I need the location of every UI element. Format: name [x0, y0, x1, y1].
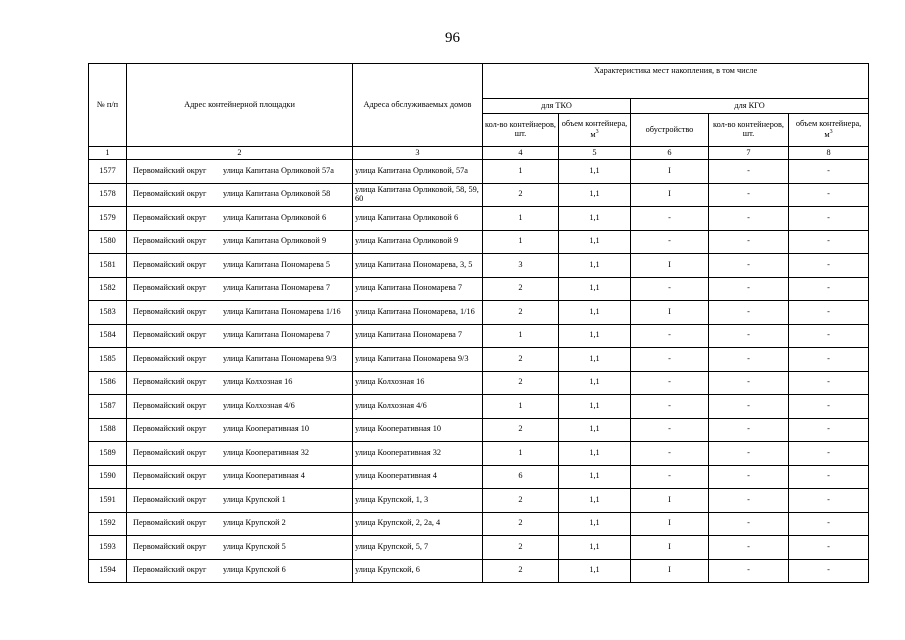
street-address: улица Крупской 6: [223, 565, 286, 575]
row-number: 1585: [89, 348, 127, 372]
kgo-container-count: -: [709, 254, 789, 278]
served-houses: улица Крупской, 6: [353, 559, 483, 583]
tko-container-volume: 1,1: [559, 395, 631, 419]
street-address: улица Крупской 2: [223, 518, 286, 528]
tko-container-count: 1: [483, 442, 559, 466]
district-name: Первомайский округ: [133, 353, 207, 363]
street-address: улица Колхозная 4/6: [223, 400, 295, 410]
kgo-container-count: -: [709, 348, 789, 372]
kgo-container-count: -: [709, 371, 789, 395]
tko-container-count: 1: [483, 230, 559, 254]
table-row: [89, 418, 869, 442]
kgo-container-volume: -: [789, 536, 869, 560]
kgo-container-count: -: [709, 442, 789, 466]
kgo-setup: -: [631, 207, 709, 231]
table-row: [89, 301, 869, 325]
kgo-container-volume: -: [789, 230, 869, 254]
row-number: 1578: [89, 183, 127, 207]
site-address: [127, 160, 353, 184]
tko-container-count: 2: [483, 348, 559, 372]
kgo-setup: I: [631, 536, 709, 560]
column-number: 1: [89, 147, 127, 160]
street-address: улица Капитана Орликовой 6: [223, 212, 327, 222]
row-number: 1584: [89, 324, 127, 348]
kgo-setup: -: [631, 395, 709, 419]
row-number: 1586: [89, 371, 127, 395]
kgo-setup: I: [631, 160, 709, 184]
column-number: 6: [631, 147, 709, 160]
kgo-container-volume: -: [789, 465, 869, 489]
kgo-container-volume: -: [789, 301, 869, 325]
row-number: 1591: [89, 489, 127, 513]
tko-container-count: 2: [483, 277, 559, 301]
tko-container-volume: 1,1: [559, 418, 631, 442]
site-address: [127, 559, 353, 583]
kgo-container-count: -: [709, 207, 789, 231]
kgo-setup: -: [631, 418, 709, 442]
table-row: [89, 324, 869, 348]
tko-container-count: 2: [483, 512, 559, 536]
tko-container-count: 1: [483, 160, 559, 184]
kgo-container-count: -: [709, 559, 789, 583]
kgo-setup: I: [631, 183, 709, 207]
column-number: 5: [559, 147, 631, 160]
street-address: улица Капитана Пономарева 5: [223, 259, 331, 269]
district-name: Первомайский округ: [133, 283, 207, 293]
kgo-container-volume: -: [789, 418, 869, 442]
column-number: 3: [353, 147, 483, 160]
table-row: [89, 277, 869, 301]
district-name: Первомайский округ: [133, 306, 207, 316]
table-row: [89, 536, 869, 560]
kgo-container-volume: -: [789, 160, 869, 184]
site-address: [127, 183, 353, 207]
served-houses: улица Крупской, 1, 3: [353, 489, 483, 513]
header-served: Адреса обслуживаемых домов: [353, 64, 483, 147]
street-address: улица Капитана Орликовой 9: [223, 236, 327, 246]
site-address: [127, 536, 353, 560]
tko-container-count: 1: [483, 324, 559, 348]
served-houses: улица Капитана Пономарева 9/3: [353, 348, 483, 372]
served-houses: улица Капитана Орликовой, 58, 59, 60: [353, 183, 483, 207]
tko-container-volume: 1,1: [559, 512, 631, 536]
district-name: Первомайский округ: [133, 400, 207, 410]
kgo-container-volume: -: [789, 183, 869, 207]
district-name: Первомайский округ: [133, 377, 207, 387]
served-houses: улица Капитана Пономарева 7: [353, 277, 483, 301]
street-address: улица Кооперативная 10: [223, 424, 310, 434]
district-name: Первомайский округ: [133, 471, 207, 481]
kgo-container-count: -: [709, 160, 789, 184]
district-name: Первомайский округ: [133, 330, 207, 340]
kgo-container-count: -: [709, 418, 789, 442]
tko-container-count: 3: [483, 254, 559, 278]
kgo-setup: I: [631, 254, 709, 278]
site-address: [127, 489, 353, 513]
tko-container-volume: 1,1: [559, 207, 631, 231]
table-row: [89, 559, 869, 583]
site-address: [127, 301, 353, 325]
tko-container-volume: 1,1: [559, 536, 631, 560]
served-houses: улица Крупской, 2, 2а, 4: [353, 512, 483, 536]
table-row: [89, 348, 869, 372]
table-row: [89, 489, 869, 513]
kgo-container-volume: -: [789, 277, 869, 301]
table-row: [89, 371, 869, 395]
table-row: [89, 254, 869, 278]
site-address: [127, 348, 353, 372]
row-number: 1582: [89, 277, 127, 301]
kgo-container-count: -: [709, 465, 789, 489]
district-name: Первомайский округ: [133, 424, 207, 434]
kgo-container-count: -: [709, 183, 789, 207]
row-number: 1590: [89, 465, 127, 489]
table-row: [89, 207, 869, 231]
district-name: Первомайский округ: [133, 541, 207, 551]
tko-container-count: 2: [483, 536, 559, 560]
tko-container-volume: 1,1: [559, 324, 631, 348]
site-address: [127, 465, 353, 489]
served-houses: улица Капитана Пономарева, 1/16: [353, 301, 483, 325]
column-number: 4: [483, 147, 559, 160]
header-num: № п/п: [89, 64, 127, 147]
kgo-setup: -: [631, 277, 709, 301]
served-houses: улица Капитана Орликовой 9: [353, 230, 483, 254]
tko-container-volume: 1,1: [559, 442, 631, 466]
tko-container-volume: 1,1: [559, 160, 631, 184]
kgo-setup: -: [631, 371, 709, 395]
street-address: улица Кооперативная 4: [223, 471, 305, 481]
row-number: 1577: [89, 160, 127, 184]
tko-container-volume: 1,1: [559, 348, 631, 372]
street-address: улица Капитана Пономарева 7: [223, 330, 331, 340]
header-tko: для ТКО: [483, 99, 631, 114]
tko-container-count: 2: [483, 489, 559, 513]
tko-container-count: 1: [483, 395, 559, 419]
table-row: [89, 395, 869, 419]
kgo-container-volume: -: [789, 207, 869, 231]
kgo-container-volume: -: [789, 348, 869, 372]
kgo-container-count: -: [709, 301, 789, 325]
district-name: Первомайский округ: [133, 494, 207, 504]
row-number: 1588: [89, 418, 127, 442]
header-address: Адрес контейнерной площадки: [127, 64, 353, 147]
kgo-container-volume: -: [789, 395, 869, 419]
street-address: улица Колхозная 16: [223, 377, 293, 387]
tko-container-count: 2: [483, 559, 559, 583]
tko-container-volume: 1,1: [559, 559, 631, 583]
kgo-container-volume: -: [789, 254, 869, 278]
district-name: Первомайский округ: [133, 212, 207, 222]
district-name: Первомайский округ: [133, 165, 207, 175]
site-address: [127, 442, 353, 466]
district-name: Первомайский округ: [133, 189, 207, 199]
kgo-setup: -: [631, 348, 709, 372]
street-address: улица Крупской 1: [223, 494, 286, 504]
site-address: [127, 277, 353, 301]
table-row: [89, 442, 869, 466]
street-address: улица Капитана Пономарева 7: [223, 283, 331, 293]
kgo-container-volume: -: [789, 442, 869, 466]
header-kgo: для КГО: [631, 99, 869, 114]
district-name: Первомайский округ: [133, 447, 207, 457]
table-row: [89, 160, 869, 184]
site-address: [127, 395, 353, 419]
row-number: 1579: [89, 207, 127, 231]
table-row: [89, 230, 869, 254]
site-address: [127, 207, 353, 231]
street-address: улица Капитана Пономарева 9/3: [223, 353, 337, 363]
street-address: улица Крупской 5: [223, 541, 286, 551]
site-address: [127, 324, 353, 348]
tko-container-volume: 1,1: [559, 465, 631, 489]
kgo-container-volume: -: [789, 489, 869, 513]
kgo-container-count: -: [709, 489, 789, 513]
kgo-container-count: -: [709, 536, 789, 560]
district-name: Первомайский округ: [133, 565, 207, 575]
site-address: [127, 230, 353, 254]
row-number: 1580: [89, 230, 127, 254]
served-houses: улица Колхозная 16: [353, 371, 483, 395]
row-number: 1587: [89, 395, 127, 419]
tko-container-count: 2: [483, 183, 559, 207]
kgo-container-count: -: [709, 324, 789, 348]
header-kgo-volume: объем контейнера, $м^3$: [789, 114, 869, 147]
tko-container-volume: 1,1: [559, 371, 631, 395]
header-tko-volume: объем контейнера, $м^3$: [559, 114, 631, 147]
row-number: 1592: [89, 512, 127, 536]
tko-container-volume: 1,1: [559, 277, 631, 301]
district-name: Первомайский округ: [133, 518, 207, 528]
tko-container-volume: 1,1: [559, 183, 631, 207]
street-address: улица Капитана Пономарева 1/16: [223, 306, 341, 316]
served-houses: улица Капитана Пономарева, 3, 5: [353, 254, 483, 278]
kgo-container-volume: -: [789, 324, 869, 348]
kgo-setup: -: [631, 324, 709, 348]
column-number: 8: [789, 147, 869, 160]
kgo-setup: I: [631, 301, 709, 325]
kgo-container-count: -: [709, 512, 789, 536]
kgo-container-count: -: [709, 230, 789, 254]
kgo-container-volume: -: [789, 371, 869, 395]
row-number: 1581: [89, 254, 127, 278]
table-row: [89, 512, 869, 536]
kgo-container-count: -: [709, 395, 789, 419]
kgo-setup: I: [631, 489, 709, 513]
served-houses: улица Капитана Орликовой, 57а: [353, 160, 483, 184]
table-row: [89, 465, 869, 489]
street-address: улица Капитана Орликовой 57а: [223, 165, 334, 175]
tko-container-volume: 1,1: [559, 301, 631, 325]
kgo-setup: I: [631, 559, 709, 583]
column-number: 7: [709, 147, 789, 160]
tko-container-count: 6: [483, 465, 559, 489]
kgo-setup: -: [631, 442, 709, 466]
served-houses: улица Капитана Пономарева 7: [353, 324, 483, 348]
page-number: 96: [445, 30, 460, 46]
kgo-container-volume: -: [789, 559, 869, 583]
header-kgo-count: кол-во контейнеров, шт.: [709, 114, 789, 147]
header-characteristic: Характеристика мест накопления, в том числе: [483, 64, 869, 99]
row-number: 1593: [89, 536, 127, 560]
header-tko-count: кол-во контейнеров, шт.: [483, 114, 559, 147]
table-row: [89, 183, 869, 207]
served-houses: улица Кооперативная 32: [353, 442, 483, 466]
row-number: 1589: [89, 442, 127, 466]
tko-container-volume: 1,1: [559, 489, 631, 513]
site-address: [127, 418, 353, 442]
kgo-container-count: -: [709, 277, 789, 301]
district-name: Первомайский округ: [133, 259, 207, 269]
district-name: Первомайский округ: [133, 236, 207, 246]
kgo-setup: -: [631, 230, 709, 254]
kgo-setup: -: [631, 465, 709, 489]
kgo-setup: I: [631, 512, 709, 536]
header-kgo-setup: обустройство: [631, 114, 709, 147]
site-address: [127, 371, 353, 395]
tko-container-volume: 1,1: [559, 230, 631, 254]
served-houses: улица Колхозная 4/6: [353, 395, 483, 419]
street-address: улица Кооперативная 32: [223, 447, 310, 457]
served-houses: улица Капитана Орликовой 6: [353, 207, 483, 231]
site-address: [127, 254, 353, 278]
row-number: 1594: [89, 559, 127, 583]
tko-container-volume: 1,1: [559, 254, 631, 278]
served-houses: улица Кооперативная 4: [353, 465, 483, 489]
table-body: [89, 160, 869, 583]
kgo-container-volume: -: [789, 512, 869, 536]
tko-container-count: 1: [483, 207, 559, 231]
tko-container-count: 2: [483, 301, 559, 325]
served-houses: улица Кооперативная 10: [353, 418, 483, 442]
served-houses: улица Крупской, 5, 7: [353, 536, 483, 560]
container-sites-table: [88, 63, 869, 583]
tko-container-count: 2: [483, 371, 559, 395]
street-address: улица Капитана Орликовой 58: [223, 189, 331, 199]
tko-container-count: 2: [483, 418, 559, 442]
row-number: 1583: [89, 301, 127, 325]
site-address: [127, 512, 353, 536]
column-number: 2: [127, 147, 353, 160]
